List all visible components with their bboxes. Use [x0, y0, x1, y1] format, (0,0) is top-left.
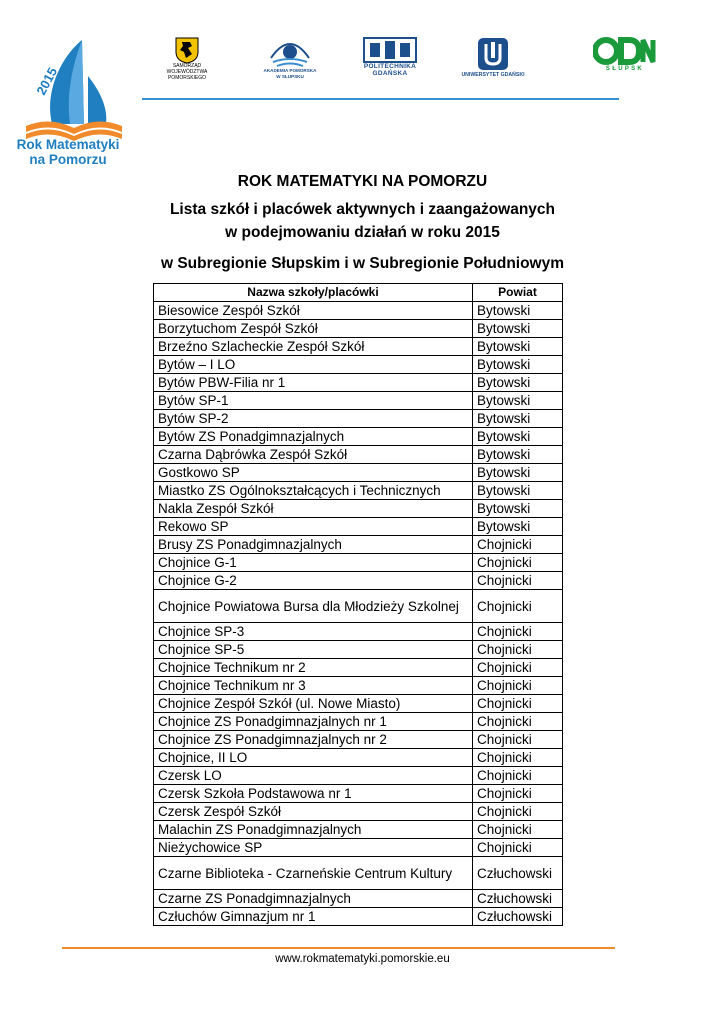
- logo-year: 2015: [33, 64, 61, 98]
- partner-akademia-logo: [262, 36, 318, 79]
- powiat-cell: Chojnicki: [473, 803, 563, 821]
- table-row: [154, 518, 563, 536]
- document-region-title: w Subregionie Słupskim i w Subregionie Południowym: [160, 255, 565, 272]
- powiat-cell: Bytowski: [473, 500, 563, 518]
- schools-table: [153, 283, 563, 926]
- powiat-cell: Chojnicki: [473, 839, 563, 857]
- samorzad-caption-2: WOJEWÓDZTWA POMORSKIEGO: [166, 68, 208, 81]
- powiat-cell: Chojnicki: [473, 572, 563, 590]
- powiat-cell: Człuchowski: [473, 908, 563, 926]
- table-row: [154, 857, 563, 890]
- politechnika-caption-1: POLITECHNIKA: [363, 63, 417, 70]
- document-subtitle-line1: Lista szkół i placówek aktywnych i zaangażowanych: [169, 201, 556, 218]
- school-name-cell: Miastko ZS Ogólnokształcących i Technicznych: [154, 482, 473, 500]
- header-divider: [142, 98, 619, 100]
- table-row: [154, 749, 563, 767]
- sailboat-logo-icon: [22, 36, 126, 141]
- school-name-cell: Czarne ZS Ponadgimnazjalnych: [154, 890, 473, 908]
- politechnika-caption-2: GDAŃSKA: [372, 69, 408, 77]
- powiat-cell: Chojnicki: [473, 590, 563, 623]
- table-row: [154, 908, 563, 926]
- odn-caption: SŁUPSK: [605, 66, 645, 72]
- powiat-cell: Bytowski: [473, 446, 563, 464]
- powiat-cell: Chojnicki: [473, 536, 563, 554]
- powiat-cell: Bytowski: [473, 464, 563, 482]
- school-name-cell: Chojnice Technikum nr 2: [154, 659, 473, 677]
- powiat-cell: Bytowski: [473, 482, 563, 500]
- powiat-cell: Bytowski: [473, 356, 563, 374]
- powiat-cell: Bytowski: [473, 338, 563, 356]
- partner-samorzad-logo: [148, 36, 226, 81]
- powiat-cell: Chojnicki: [473, 821, 563, 839]
- logo-title-line1: Rok Matematyki: [16, 137, 120, 152]
- table-row: [154, 392, 563, 410]
- table-row: [154, 821, 563, 839]
- powiat-cell: Chojnicki: [473, 731, 563, 749]
- school-name-cell: Czarne Biblioteka - Czarneńskie Centrum Kultury: [154, 857, 473, 890]
- table-row: [154, 374, 563, 392]
- table-row: [154, 500, 563, 518]
- table-row: [154, 554, 563, 572]
- powiat-cell: Chojnicki: [473, 641, 563, 659]
- table-row: [154, 890, 563, 908]
- school-name-cell: Bytów – I LO: [154, 356, 473, 374]
- table-row: [154, 446, 563, 464]
- school-name-cell: Malachin ZS Ponadgimnazjalnych: [154, 821, 473, 839]
- table-row: [154, 320, 563, 338]
- powiat-cell: Bytowski: [473, 374, 563, 392]
- footer-divider: [62, 947, 615, 949]
- table-header-row: [154, 284, 563, 302]
- school-name-cell: Nakla Zespół Szkół: [154, 500, 473, 518]
- powiat-cell: Chojnicki: [473, 677, 563, 695]
- akademia-emblem-icon: [267, 36, 313, 68]
- school-name-cell: Chojnice G-1: [154, 554, 473, 572]
- school-name-cell: Bytów PBW-Filia nr 1: [154, 374, 473, 392]
- powiat-cell: Chojnicki: [473, 623, 563, 641]
- griffin-crest-icon: [174, 36, 200, 64]
- school-name-cell: Czersk Szkoła Podstawowa nr 1: [154, 785, 473, 803]
- table-row: [154, 713, 563, 731]
- school-name-cell: Gostkowo SP: [154, 464, 473, 482]
- powiat-cell: Człuchowski: [473, 890, 563, 908]
- partner-odn-logo: [590, 36, 660, 73]
- table-row: [154, 839, 563, 857]
- powiat-cell: Bytowski: [473, 410, 563, 428]
- school-name-cell: Rekowo SP: [154, 518, 473, 536]
- table-row: [154, 356, 563, 374]
- school-name-cell: Borzytuchom Zespół Szkół: [154, 320, 473, 338]
- table-row: [154, 623, 563, 641]
- table-row: [154, 803, 563, 821]
- school-name-cell: Chojnice SP-5: [154, 641, 473, 659]
- school-name-cell: Bytów SP-2: [154, 410, 473, 428]
- school-name-cell: Chojnice SP-3: [154, 623, 473, 641]
- table-row: [154, 659, 563, 677]
- powiat-cell: Bytowski: [473, 320, 563, 338]
- powiat-cell: Chojnicki: [473, 659, 563, 677]
- column-header-name: Nazwa szkoły/placówki: [154, 284, 473, 302]
- table-row: [154, 767, 563, 785]
- school-name-cell: Chojnice Technikum nr 3: [154, 677, 473, 695]
- school-name-cell: Chojnice G-2: [154, 572, 473, 590]
- powiat-cell: Chojnicki: [473, 767, 563, 785]
- powiat-cell: Chojnicki: [473, 749, 563, 767]
- school-name-cell: Chojnice ZS Ponadgimnazjalnych nr 2: [154, 731, 473, 749]
- school-name-cell: Chojnice Powiatowa Bursa dla Młodzieży Szkolnej: [154, 590, 473, 623]
- logo-title-line2: na Pomorzu: [29, 152, 107, 167]
- document-subtitle-line2: w podejmowaniu działań w roku 2015: [225, 224, 500, 241]
- table-row: [154, 428, 563, 446]
- school-name-cell: Chojnice, II LO: [154, 749, 473, 767]
- table-row: [154, 464, 563, 482]
- document-title: ROK MATEMATYKI NA POMORZU: [237, 173, 488, 190]
- odn-logo-icon: [593, 36, 657, 66]
- akademia-caption-2: W SŁUPSKU: [276, 73, 304, 79]
- table-row: [154, 731, 563, 749]
- table-row: [154, 590, 563, 623]
- powiat-cell: Człuchowski: [473, 857, 563, 890]
- school-name-cell: Czersk Zespół Szkół: [154, 803, 473, 821]
- table-row: [154, 785, 563, 803]
- table-row: [154, 482, 563, 500]
- powiat-cell: Chojnicki: [473, 785, 563, 803]
- school-name-cell: Biesowice Zespół Szkół: [154, 302, 473, 320]
- table-row: [154, 641, 563, 659]
- powiat-cell: Chojnicki: [473, 554, 563, 572]
- school-name-cell: Brzeźno Szlacheckie Zespół Szkół: [154, 338, 473, 356]
- school-name-cell: Bytów SP-1: [154, 392, 473, 410]
- table-row: [154, 572, 563, 590]
- table-row: [154, 677, 563, 695]
- school-name-cell: Człuchów Gimnazjum nr 1: [154, 908, 473, 926]
- school-name-cell: Bytów ZS Ponadgimnazjalnych: [154, 428, 473, 446]
- powiat-cell: Chojnicki: [473, 695, 563, 713]
- powiat-cell: Bytowski: [473, 428, 563, 446]
- politechnika-crest-icon: [362, 36, 418, 64]
- powiat-cell: Bytowski: [473, 302, 563, 320]
- school-name-cell: Brusy ZS Ponadgimnazjalnych: [154, 536, 473, 554]
- school-name-cell: Czarna Dąbrówka Zespół Szkół: [154, 446, 473, 464]
- powiat-cell: Bytowski: [473, 392, 563, 410]
- footer-website-url: www.rokmatematyki.pomorskie.eu: [275, 953, 450, 965]
- partner-ug-logo: [458, 36, 528, 79]
- powiat-cell: Bytowski: [473, 518, 563, 536]
- table-row: [154, 302, 563, 320]
- column-header-powiat: Powiat: [473, 284, 563, 302]
- ug-emblem-icon: [476, 36, 510, 72]
- table-row: [154, 536, 563, 554]
- school-name-cell: Chojnice Zespół Szkół (ul. Nowe Miasto): [154, 695, 473, 713]
- powiat-cell: Chojnicki: [473, 713, 563, 731]
- ug-caption: UNIWERSYTET GDAŃSKI: [461, 72, 525, 78]
- partner-politechnika-logo: [350, 36, 430, 77]
- akademia-caption-1: AKADEMIA POMORSKA: [263, 68, 317, 73]
- school-name-cell: Chojnice ZS Ponadgimnazjalnych nr 1: [154, 713, 473, 731]
- table-row: [154, 410, 563, 428]
- table-row: [154, 695, 563, 713]
- table-body: [154, 302, 563, 926]
- samorzad-caption-1: SAMORZĄD: [172, 63, 202, 69]
- school-name-cell: Nieżychowice SP: [154, 839, 473, 857]
- school-name-cell: Czersk LO: [154, 767, 473, 785]
- table-row: [154, 338, 563, 356]
